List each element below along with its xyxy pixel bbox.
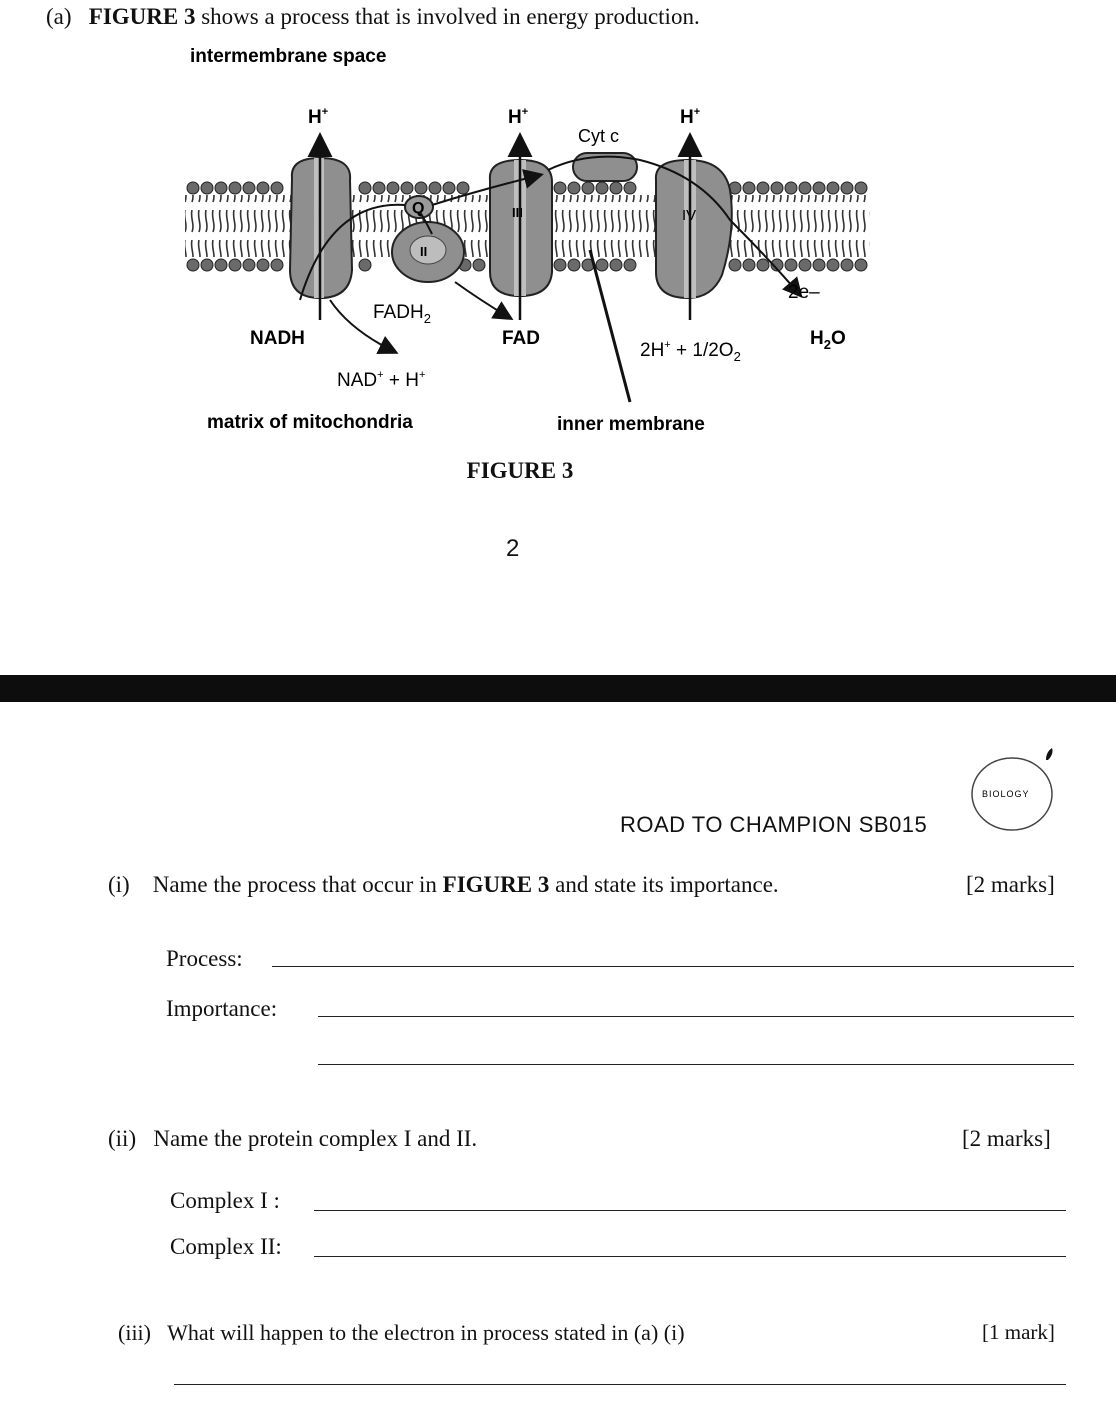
- complex-II-field-label: Complex II:: [170, 1234, 282, 1259]
- label-h2o: $H_2O$: [810, 328, 846, 352]
- complex-IV-shape: [656, 160, 732, 298]
- question-iii-answer-line[interactable]: [174, 1384, 1066, 1385]
- label-inner-membrane: inner membrane: [557, 414, 705, 435]
- complex-IV-label: IV: [682, 207, 697, 224]
- question-i-text: Name the process that occur in: [152, 872, 443, 897]
- page-number: 2: [506, 535, 520, 562]
- label-oxygen-reaction: $2H^+ + 1/2O_2$: [640, 339, 741, 364]
- complex-I-field-label: Complex I :: [170, 1188, 280, 1213]
- question-ii: [108, 1126, 477, 1152]
- h-plus-label-3: H+: [680, 106, 701, 128]
- logo-text: BIOLOGY: [982, 789, 1030, 799]
- ubiquinone-Q-label: Q: [412, 200, 425, 217]
- h-plus-label-1: H+: [308, 106, 329, 128]
- h-plus-label-2: H+: [508, 106, 529, 128]
- label-fad: FAD: [502, 328, 540, 349]
- complex-I-label: I: [318, 205, 322, 221]
- complex-II-label: II: [420, 244, 428, 259]
- figure-caption: FIGURE 3: [466, 458, 574, 483]
- question-ii-marks: [2 marks]: [962, 1126, 1051, 1151]
- footer-text: ROAD TO CHAMPION SB015: [620, 812, 928, 837]
- cytochrome-c-label: Cyt c: [578, 126, 620, 146]
- importance-answer-line-1[interactable]: [318, 1016, 1074, 1017]
- question-i-number: (i): [108, 872, 130, 897]
- question-intro-text: shows a process that is involved in energy production.: [201, 4, 700, 29]
- label-intermembrane-space: intermembrane space: [190, 46, 387, 67]
- question-intro-bold: FIGURE 3: [88, 4, 196, 29]
- question-iii-text: What will happen to the electron in process stated in (a) (i): [167, 1320, 685, 1345]
- label-matrix: matrix of mitochondria: [207, 412, 413, 433]
- importance-label: Importance:: [166, 996, 278, 1021]
- question-i-marks: [2 marks]: [966, 872, 1055, 897]
- label-2e: 2e–: [788, 282, 820, 303]
- question-iii: [118, 1320, 685, 1346]
- process-answer-line[interactable]: [272, 966, 1074, 967]
- question-part: (a): [46, 4, 72, 29]
- importance-answer-line-2[interactable]: [318, 1064, 1074, 1065]
- biology-logo: [968, 748, 1060, 834]
- question-iii-number: (iii): [118, 1320, 151, 1345]
- complex-III-label: III: [512, 205, 523, 220]
- complex-I-answer-line[interactable]: [314, 1210, 1066, 1211]
- label-fadh2: $FADH_2$: [373, 302, 431, 326]
- question-intro: [46, 4, 700, 30]
- process-label: Process:: [166, 946, 243, 971]
- label-nad-plus: NAD+ + H+: [337, 369, 426, 391]
- question-ii-number: (ii): [108, 1126, 137, 1151]
- page-divider-bar: [0, 675, 1116, 702]
- label-nadh: NADH: [250, 328, 305, 349]
- question-i: [108, 872, 779, 898]
- question-i-bold: FIGURE 3: [442, 872, 550, 897]
- question-iii-marks: [1 mark]: [982, 1320, 1055, 1344]
- complex-II-answer-line[interactable]: [314, 1256, 1066, 1257]
- question-ii-text: Name the protein complex I and II.: [153, 1126, 478, 1151]
- complex-II-shape: [392, 222, 464, 282]
- question-i-text-end: and state its importance.: [549, 872, 779, 897]
- electron-transport-chain-diagram: [0, 40, 1116, 500]
